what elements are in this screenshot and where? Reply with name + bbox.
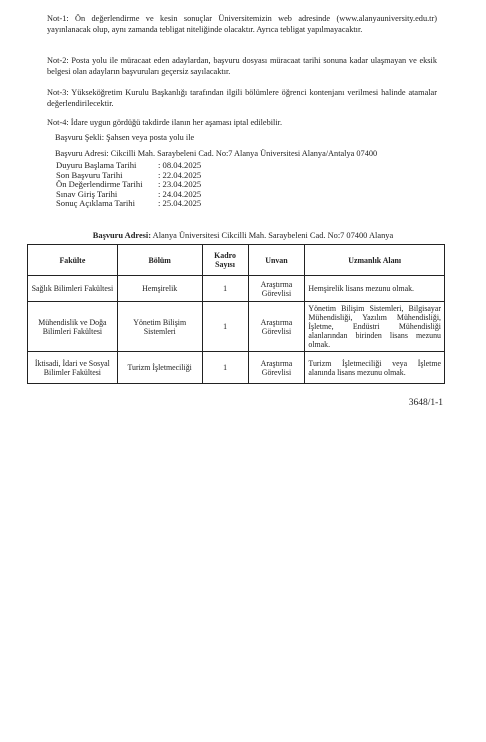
cell-title: Araştırma Görevlisi	[248, 352, 305, 384]
date-value: : 08.04.2025	[158, 160, 202, 170]
date-value: : 23.04.2025	[158, 179, 202, 190]
cell-specialization: Hemşirelik lisans mezunu olmak.	[305, 276, 445, 302]
date-label: Sınav Giriş Tarihi	[56, 188, 118, 199]
header-title: Unvan	[248, 245, 305, 276]
cell-specialization: Turizm İşletmeciliği veya İşletme alanında lisans mezunu olmak.	[305, 352, 445, 384]
date-value: : 22.04.2025	[158, 169, 202, 180]
note-4: Not-4: İdare uygun gördüğü takdirde ilanın her aşaması iptal edilebilir.	[47, 118, 283, 127]
note-1: Not-1: Ön değerlendirme ve kesin sonuçlar Üniversitemizin web adresinde (www.alanyauniversity.edu.tr) yayınlanacak olup, aynı zamanda tebligat niteliğinde olacaktır. Ayrıca tebligat yapılmayacaktır.	[47, 14, 437, 34]
application-method: Başvuru Şekli: Şahsen veya posta yolu ile	[55, 133, 195, 142]
cell-department: Hemşirelik	[117, 276, 202, 302]
date-label: Son Başvuru Tarihi	[56, 169, 123, 180]
header-quota: Kadro Sayısı	[202, 245, 248, 276]
cell-title: Araştırma Görevlisi	[248, 302, 305, 352]
cell-department: Yönetim Bilişim Sistemleri	[117, 302, 202, 352]
cell-faculty: Mühendislik ve Doğa Bilimleri Fakültesi	[28, 302, 118, 352]
cell-faculty: Sağlık Bilimleri Fakültesi	[28, 276, 118, 302]
page-number: 3648/1-1	[408, 398, 443, 408]
dates-list	[56, 161, 201, 209]
positions-table	[27, 244, 445, 384]
cell-department: Turizm İşletmeciliği	[117, 352, 202, 384]
date-label: Sonuç Açıklama Tarihi	[56, 198, 135, 209]
cell-faculty: İktisadi, İdari ve Sosyal Bilimler Fakültesi	[28, 352, 118, 384]
date-value: : 25.04.2025	[158, 198, 202, 209]
table-row	[28, 302, 445, 352]
table-row	[28, 352, 445, 384]
cell-quota: 1	[202, 352, 248, 384]
table-address-text: Alanya Üniversitesi Cikcilli Mah. Saraybeleni Cad. No:7 07400 Alanya	[151, 231, 394, 240]
application-address: Başvuru Adresi: Cikcilli Mah. Saraybeleni Cad. No:7 Alanya Üniversitesi Alanya/Antalya 07400	[55, 149, 378, 158]
header-faculty: Fakülte	[28, 245, 118, 276]
header-department: Bölüm	[117, 245, 202, 276]
table-row	[28, 276, 445, 302]
date-value: : 24.04.2025	[158, 188, 202, 199]
note-2: Not-2: Posta yolu ile müracaat eden adaylardan, başvuru dosyası müracaat tarihi sonuna kadar ulaşmayan ve eksik belgesi olan adayların başvuruları geçersiz sayılacaktır.	[47, 56, 437, 76]
date-label: Ön Değerlendirme Tarihi	[56, 179, 143, 190]
date-row	[56, 199, 201, 209]
header-specialization: Uzmanlık Alanı	[305, 245, 445, 276]
table-header-row	[28, 245, 445, 276]
cell-quota: 1	[202, 302, 248, 352]
table-address-label: Başvuru Adresi:	[92, 231, 152, 240]
table-address-title	[0, 231, 486, 240]
date-label: Duyuru Başlama Tarihi	[56, 160, 137, 170]
cell-specialization: Yönetim Bilişim Sistemleri, Bilgisayar Mühendisliği, Yazılım Mühendisliği, İşletme, Endüstri Mühendisliği alanlarından birinden lisans mezunu olmak.	[305, 302, 445, 352]
cell-title: Araştırma Görevlisi	[248, 276, 305, 302]
cell-quota: 1	[202, 276, 248, 302]
note-3: Not-3: Yükseköğretim Kurulu Başkanlığı tarafından ilgili bölümlere öğrenci kontenjanı verilmesi halinde atamalar değerlendirilecektir.	[47, 88, 437, 108]
